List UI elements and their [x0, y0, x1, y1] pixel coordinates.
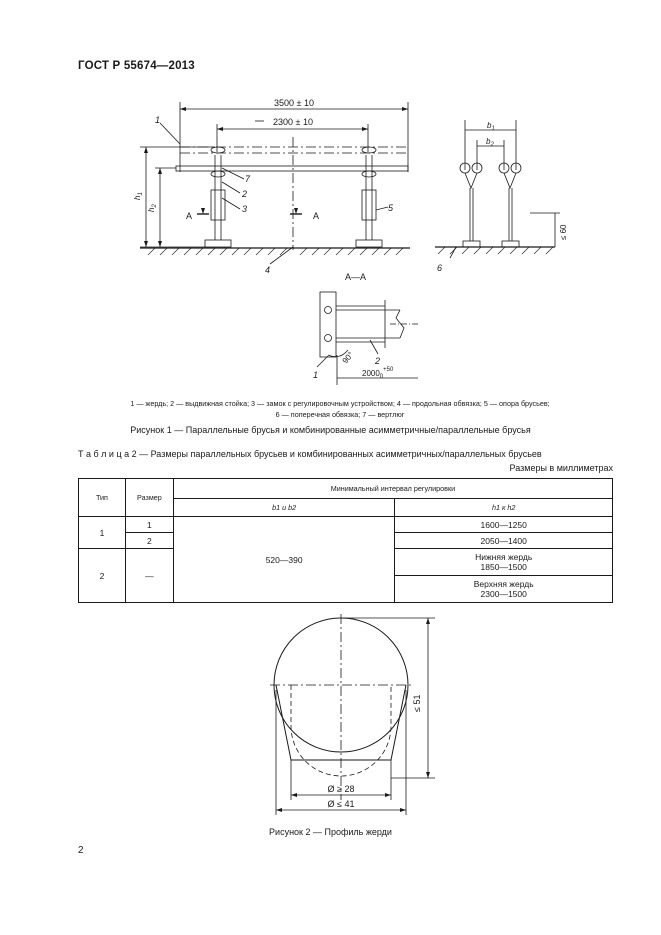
label-2: 2 [242, 189, 248, 199]
label-2-section: 2 [375, 356, 381, 366]
dim-height: ≤ 51 [412, 694, 422, 712]
h1-label: $h_1$ [133, 192, 144, 200]
label-3: 3 [242, 204, 248, 214]
table2 [78, 478, 613, 603]
label-4: 4 [265, 265, 271, 275]
row-size-2: 2 [125, 533, 173, 549]
label-1-section: 1 [313, 370, 319, 380]
row-type-2: 2 [79, 549, 126, 603]
figure1-legend [60, 398, 620, 420]
document-header: ГОСТ Р 55674—2013 [78, 60, 195, 72]
row-size-1: 1 [125, 517, 173, 533]
legend-line-2: 6 — поперечная обвязка; 7 — вертлюг [275, 410, 405, 419]
dim-inner: 2300 ± 10 [273, 117, 313, 127]
b-value: 520—390 [173, 517, 395, 603]
h2-label: $h_2$ [147, 204, 158, 212]
dim-d-min: Ø ≥ 28 [327, 784, 355, 794]
header-type: Тип [79, 479, 126, 517]
figure2-drawing [0, 610, 661, 825]
table2-title: Т а б л и ц а 2 — Размеры параллельных брусьев и комбинированных асимметричных/параллельных брусьев [78, 449, 542, 459]
label-1: 1 [155, 115, 161, 125]
header-b: b1 и b2 [173, 499, 395, 517]
label-6: 6 [437, 263, 443, 273]
h-value-2: 2050—1400 [395, 533, 613, 549]
label-5: 5 [388, 203, 394, 213]
row-type-2-size: — [125, 549, 173, 603]
b1-label: $b_1$ [487, 121, 495, 132]
lower-rail-value: 1850—1500 [480, 562, 527, 572]
angle-label: 90° [340, 350, 356, 366]
h-value-1: 1600—1250 [395, 517, 613, 533]
page-number: 2 [78, 845, 84, 856]
section-title: А—А [345, 272, 367, 282]
lower-rail-cell [395, 549, 613, 576]
header-size: Размер [125, 479, 173, 517]
figure1-end-view [420, 118, 580, 283]
dim-section: $2000_0^{+50}$ [362, 367, 394, 380]
row-type-1: 1 [79, 517, 126, 549]
label-7: 7 [245, 174, 251, 184]
section-mark-left: A [186, 211, 193, 221]
dim-overall: 3500 ± 10 [274, 98, 314, 108]
upper-rail-value: 2300—1500 [480, 589, 527, 599]
max-height-label: ≤ 60 [559, 224, 568, 240]
lower-rail-label: Нижняя жердь [475, 552, 533, 562]
dim-d-max: Ø ≤ 41 [327, 799, 355, 809]
figure1-caption: Рисунок 1 — Параллельные брусья и комбинированные асимметричные/параллельные брусья [130, 425, 531, 435]
legend-line-1: 1 — жердь; 2 — выдвижная стойка; 3 — замок с регулировочным устройством; 4 — продольная обвязка; 5 — опора брусьев; [130, 399, 550, 408]
upper-rail-cell [395, 576, 613, 603]
section-a-a [300, 270, 430, 395]
upper-rail-label: Верхняя жердь [473, 579, 534, 589]
header-h: h1 к h2 [395, 499, 613, 517]
header-interval: Минимальный интервал регулировки [173, 479, 612, 499]
table2-units: Размеры в миллиметрах [509, 463, 613, 473]
b2-label: $b_2$ [486, 137, 494, 148]
section-mark-right: A [313, 211, 320, 221]
figure2-caption: Рисунок 2 — Профиль жерди [269, 827, 392, 837]
